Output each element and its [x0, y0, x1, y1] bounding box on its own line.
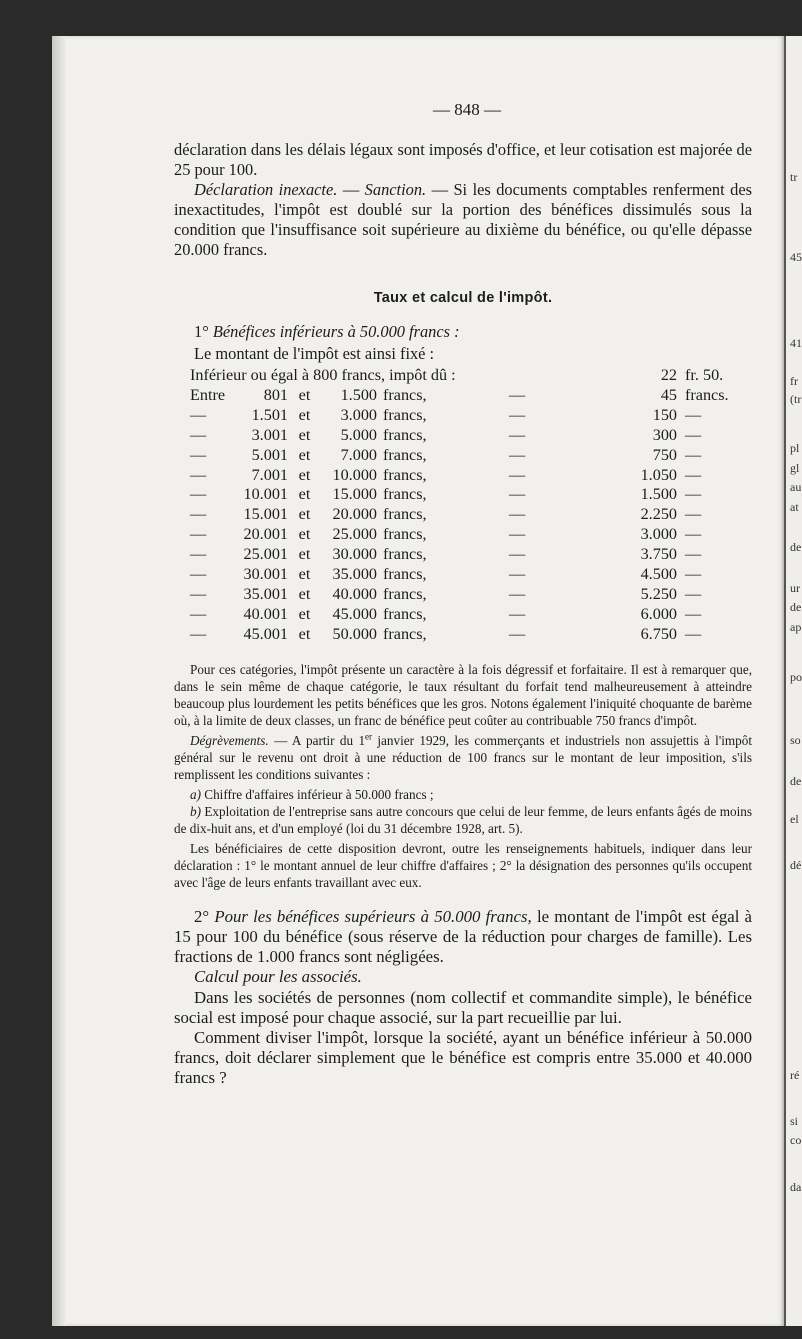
note-categories: Pour ces catégories, l'impôt présente un caractère à la fois dégressif et forfaitaire. Il est à remarquer que, dans le sein même de chaque catégorie, le taux résultant du forfait tend malheureusement à atteindre beaucoup plus lourdement les petits bénéfices que les gros. Notons également l'iniquité choquante de barème où, à la limite de deux classes, un franc de bénéfice peut coûter au contribuable 750 francs d'impôt.: [174, 661, 752, 728]
degrevements-sup: er: [365, 731, 373, 742]
rate-francs: francs,: [383, 445, 427, 464]
calcul-title-text: Calcul pour les associés.: [194, 967, 362, 987]
rate-from: 10.001: [243, 485, 288, 504]
rate-from: 7.001: [251, 465, 288, 484]
rate-amount: 1.050: [640, 465, 677, 484]
rate-to: 50.000: [332, 624, 377, 643]
inexact-title: Déclaration inexacte.: [194, 180, 338, 199]
table-row: [190, 605, 749, 625]
rate-dash: —: [509, 485, 526, 504]
rate-from: 30.001: [243, 565, 288, 584]
table-row: [190, 625, 749, 645]
table-row: [190, 466, 749, 486]
rate-from: 15.001: [243, 505, 288, 524]
rate-unit: —: [685, 565, 702, 584]
rate-dash: —: [509, 565, 526, 584]
rate-unit: —: [685, 604, 702, 623]
rate-amount: 300: [652, 425, 677, 444]
rate-et: et: [298, 545, 311, 564]
paragraph-societes: Dans les sociétés de personnes (nom collectif et commandite simple), le bénéfice social est imposé pour chaque associé, sur la part recueillie par lui.: [174, 987, 752, 1027]
rate-lead: —: [190, 545, 207, 564]
condition-a: [174, 786, 752, 803]
margin-fragment: pl: [790, 441, 800, 455]
rate-et: et: [298, 485, 311, 504]
rate-francs: francs,: [383, 425, 427, 444]
table-row: [190, 426, 749, 446]
margin-fragment: gl: [790, 461, 800, 475]
rate-et: et: [298, 525, 311, 544]
condition-b-letter: b): [190, 803, 201, 819]
rate-francs: francs,: [383, 545, 427, 564]
rate-from: 40.001: [243, 604, 288, 623]
rate-francs: francs,: [383, 525, 427, 544]
first-row-unit: fr. 50.: [685, 366, 724, 384]
rate-lead: —: [190, 505, 207, 524]
table-row: [190, 525, 749, 545]
rate-unit: —: [685, 445, 702, 464]
rate-from: 45.001: [243, 624, 288, 643]
table-row: [190, 565, 749, 585]
margin-fragment: (tr: [790, 392, 802, 406]
rate-from: 35.001: [243, 584, 288, 603]
rate-from: 20.001: [243, 525, 288, 544]
table-row: [190, 505, 749, 525]
section2-title: Pour les bénéfices supérieurs à 50.000 francs,: [214, 906, 532, 926]
margin-fragment: si: [790, 1114, 799, 1128]
rate-et: et: [298, 505, 311, 524]
rate-amount: 4.500: [640, 565, 677, 584]
margin-fragment: da: [790, 1180, 802, 1194]
rate-lead: —: [190, 624, 207, 643]
margin-fragment: 41: [790, 336, 802, 350]
rate-et: et: [298, 425, 311, 444]
margin-fragment: de: [790, 774, 802, 788]
section-heading: Taux et calcul de l'impôt.: [373, 290, 553, 306]
note-beneficiaires: Les bénéficiaires de cette disposition devront, outre les renseignements habituels, indiquer dans leur déclaration : 1° le montant annuel de leur chiffre d'affaires ; 2° la désignation des personnes qu'ils occupent avec l'âge de leurs enfants travaillant avec eux.: [174, 840, 752, 890]
table-row: [190, 366, 749, 386]
condition-a-letter: a): [190, 786, 201, 802]
rate-to: 30.000: [332, 545, 377, 564]
section1-label: 1°: [194, 322, 213, 341]
rate-francs: francs,: [383, 405, 427, 424]
rate-et: et: [298, 385, 311, 404]
rate-unit: —: [685, 584, 702, 603]
paragraph-section2: [174, 907, 752, 968]
rate-et: et: [298, 405, 311, 424]
rate-et: et: [298, 565, 311, 584]
rate-to: 1.500: [340, 385, 377, 404]
rate-dash: —: [509, 545, 526, 564]
page-content: [174, 100, 752, 1089]
rate-lead: —: [190, 565, 207, 584]
rate-unit: —: [685, 545, 702, 564]
rate-francs: francs,: [383, 624, 427, 643]
section1-title-text: Bénéfices inférieurs à 50.000 francs :: [212, 322, 460, 341]
table-row: [190, 545, 749, 565]
rate-lead: —: [190, 584, 207, 603]
paragraph-question: Comment diviser l'impôt, lorsque la société, ayant un bénéfice inférieur à 50.000 francs, doit déclarer simplement que le bénéfice est compris entre 35.000 et 40.000 francs ?: [174, 1027, 752, 1088]
rate-from: 3.001: [251, 425, 288, 444]
rate-to: 7.000: [340, 445, 377, 464]
margin-fragment: po: [790, 670, 802, 684]
margin-fragment: co: [790, 1133, 802, 1147]
rate-amount: 750: [652, 445, 677, 464]
degrevements-text-a: — A partir du 1: [268, 732, 366, 748]
rate-francs: francs,: [383, 465, 427, 484]
rate-dash: —: [509, 525, 526, 544]
rate-francs: francs,: [383, 385, 427, 404]
table-row: [190, 585, 749, 605]
rate-et: et: [298, 604, 311, 623]
rate-dash: —: [509, 505, 526, 524]
rate-francs: francs,: [383, 485, 427, 504]
rate-unit: —: [685, 525, 702, 544]
margin-fragment: ré: [790, 1068, 800, 1082]
degrevements-title: Dégrèvements.: [190, 732, 269, 748]
rate-unit: —: [685, 505, 702, 524]
rate-dash: —: [509, 624, 526, 643]
rate-to: 10.000: [332, 465, 377, 484]
table-row: [190, 386, 749, 406]
rate-francs: francs,: [383, 584, 427, 603]
first-row-text: Inférieur ou égal à 800 francs, impôt dû :: [190, 366, 456, 384]
condition-b: [174, 803, 752, 837]
page-binding-edge: [52, 36, 66, 1326]
rate-lead: —: [190, 604, 207, 623]
page-number: — 848 —: [433, 100, 501, 119]
margin-fragment: el: [790, 812, 799, 826]
margin-fragment: tr: [790, 170, 798, 184]
rate-lead: —: [190, 445, 207, 464]
rate-to: 35.000: [332, 565, 377, 584]
rate-lead: —: [190, 465, 207, 484]
rate-to: 45.000: [332, 604, 377, 623]
rate-from: 1.501: [251, 405, 288, 424]
rate-amount: 2.250: [640, 505, 677, 524]
rate-francs: francs,: [383, 565, 427, 584]
margin-fragment: at: [790, 500, 799, 514]
rate-to: 15.000: [332, 485, 377, 504]
margin-fragment: de: [790, 540, 802, 554]
condition-a-text: Chiffre d'affaires inférieur à 50.000 francs ;: [201, 786, 434, 802]
rate-dash: —: [509, 385, 526, 404]
rate-amount: 3.000: [640, 525, 677, 544]
paragraph-inexact: Déclaration inexacte. — Sanction. — Si les documents comptables renferment des inexactitudes, l'impôt est doublé sur la portion des bénéfices dissimulés sous la condition que l'insuffisance soit supérieure au dixième du bénéfice, ou qu'elle dépasse 20.000 francs.: [174, 180, 752, 259]
margin-fragment: so: [790, 733, 801, 747]
section1-intro: Le montant de l'impôt est ainsi fixé :: [194, 344, 435, 363]
rate-dash: —: [509, 445, 526, 464]
rate-to: 20.000: [332, 505, 377, 524]
section1-title: [174, 322, 752, 342]
rate-et: et: [298, 584, 311, 603]
margin-fragment: dé: [790, 858, 802, 872]
rate-lead: —: [190, 485, 207, 504]
condition-b-text: Exploitation de l'entreprise sans autre concours que celui de leur femme, de leurs enfants âgés de moins de dix-huit ans, et d'un employé (loi du 31 décembre 1928, art. 5).: [174, 803, 752, 836]
rate-et: et: [298, 445, 311, 464]
margin-fragment: ur: [790, 581, 800, 595]
rate-lead: —: [190, 425, 207, 444]
rate-from: 5.001: [251, 445, 288, 464]
table-row: [190, 485, 749, 505]
rate-from: 801: [263, 385, 288, 404]
rate-unit: francs.: [685, 385, 729, 404]
rate-dash: —: [509, 465, 526, 484]
first-row-amount: 22: [660, 366, 677, 384]
margin-fragment: au: [790, 480, 802, 494]
next-page-strip: [784, 36, 802, 1326]
rate-lead: —: [190, 405, 207, 424]
rate-unit: —: [685, 405, 702, 424]
margin-fragment: ap: [790, 620, 802, 634]
rate-amount: 1.500: [640, 485, 677, 504]
paragraph-intro: déclaration dans les délais légaux sont imposés d'office, et leur cotisation est majorée de 25 pour 100.: [174, 140, 752, 179]
rate-unit: —: [685, 624, 702, 643]
margin-fragment: 45: [790, 250, 802, 264]
rate-amount: 150: [652, 405, 677, 424]
rate-francs: francs,: [383, 604, 427, 623]
rate-lead: —: [190, 525, 207, 544]
rate-to: 5.000: [340, 425, 377, 444]
rate-dash: —: [509, 405, 526, 424]
rate-amount: 6.000: [640, 604, 677, 623]
table-row: [190, 406, 749, 426]
rate-dash: —: [509, 425, 526, 444]
rate-unit: —: [685, 425, 702, 444]
rate-to: 40.000: [332, 584, 377, 603]
rate-amount: 3.750: [640, 545, 677, 564]
rate-amount: 45: [660, 385, 677, 404]
margin-fragment: fr: [790, 374, 798, 388]
rate-dash: —: [509, 604, 526, 623]
rate-to: 25.000: [332, 525, 377, 544]
section2-text: le montant de l'impôt est égal à 15 pour 100 du bénéfice (sous réserve de la réduction pour charges de famille). Les fractions de 1.000 francs sont négligées.: [174, 906, 753, 967]
rate-to: 3.000: [340, 405, 377, 424]
rate-unit: —: [685, 465, 702, 484]
rate-unit: —: [685, 485, 702, 504]
paragraph-degrevements: [174, 732, 752, 783]
sanction-title: Sanction.: [364, 180, 427, 199]
rates-table: [190, 366, 749, 645]
rate-dash: —: [509, 584, 526, 603]
section2-label: 2°: [194, 906, 215, 926]
margin-fragment: de: [790, 600, 802, 614]
rate-from: 25.001: [243, 545, 288, 564]
rate-lead: Entre: [190, 385, 226, 404]
table-row: [190, 446, 749, 466]
degrevements-text-b: janvier 1929, les commerçants et industriels non assujettis à l'impôt général sur le revenu ont droit à une réduction de 100 francs sur le montant de leur imposition, s'ils remplissent les conditions suivantes :: [174, 732, 752, 782]
rate-amount: 6.750: [640, 624, 677, 643]
rate-amount: 5.250: [640, 584, 677, 603]
rate-et: et: [298, 624, 311, 643]
rate-francs: francs,: [383, 505, 427, 524]
inexact-text: — Si les documents comptables renferment des inexactitudes, l'impôt est doublé sur la portion des bénéfices dissimulés sous la condition que l'insuffisance soit supérieure au dixième du bénéfice, ou qu'elle dépasse 20.000 francs.: [174, 180, 752, 259]
rate-et: et: [298, 465, 311, 484]
calcul-title: [174, 967, 752, 987]
